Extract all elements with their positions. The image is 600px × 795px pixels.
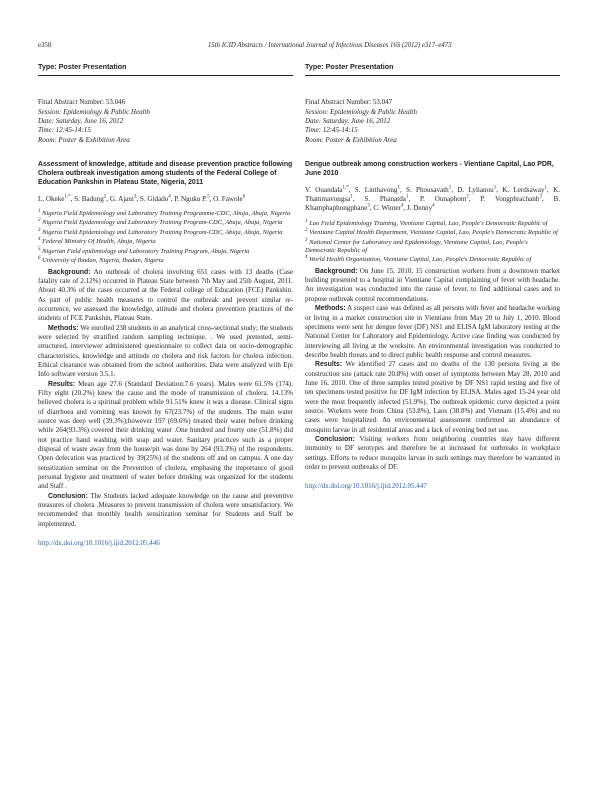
section-paragraph (305, 435, 560, 472)
section-paragraph (305, 267, 560, 304)
section-heading: Background: (48, 268, 91, 276)
section-text: We identified 27 cases and no deaths of the 130 persons living at the construction site (attack rate 20.8%) with onset of symptoms between May 28, 2010 and June 16, 2010. One of three samples tested positive by DF NS1 rapid testing and five of ten specimens tested positive for DF IgM infection by ELISA. Males aged 15-24 year old were the most frequently infected (51.9%). The outbreak epidemic curve depicted a point source. Workers were from China (53.8%), Laos (30.8%) and Vietnam (15.4%) and no cases were hospitalized. An environmental assessment confirmed an abundance of mosquito larvae in all residential areas and a lack of evening bed net use. (305, 360, 560, 434)
author-name: , S. Linthavong (348, 185, 398, 194)
date: Date: Saturday, June 16, 2012 (305, 117, 391, 126)
affiliation-number: 3 (38, 227, 41, 233)
room: Room: Poster & Exhibition Area (38, 135, 130, 144)
affiliation (38, 229, 293, 237)
author-list (38, 195, 293, 204)
author-name: , O. Fawole (209, 194, 243, 203)
author-name: L. Okeke (38, 194, 65, 203)
section-paragraph (305, 360, 560, 435)
section-heading: Background: (315, 267, 358, 275)
author-name: , S. Phousavath (399, 185, 449, 194)
section-paragraph (38, 268, 293, 324)
affiliation (38, 238, 293, 246)
presentation-type: Type: Poster Presentation (38, 60, 293, 76)
author-name: , P. Vongphrachanh (468, 195, 540, 204)
doi-link[interactable]: http://dx.doi.org/10.1016/j.ijid.2012.05.446 (38, 539, 160, 548)
affiliation-number: 2 (38, 218, 41, 224)
session: Session: Epidemiology & Public Health (38, 107, 150, 116)
author-affiliation-mark: 6 (242, 194, 246, 200)
author-affiliation-mark: 2 (103, 194, 107, 200)
abstract-title: Assessment of knowledge, attitude and disease prevention practice following Cholera outbreak investigation among students of the Federal College of Education Pankshin in Plateau State, Nigeria, 2011 (38, 161, 293, 186)
affiliation (38, 257, 293, 265)
affiliation-text: Nigeria Field Epidemiology and Laboratory Training Program-CDC, Abuja, Abuja, Nigeria (40, 219, 283, 227)
section-paragraph (38, 324, 293, 380)
abstract-title: Dengue outbreak among construction workers - Vientiane Capital, Lao PDR, June 2010 (305, 161, 554, 177)
section-text: A suspect case was defined as all persons with fever and headache working or living in a market construction site in Vientiane from May 20 to July 1, 2010. Blood specimens were sent for dengue fever (DF) NS1 and ELISA IgM laboratory testing at the National Center for Laboratory and Epidemiology. Active case finding was conducted by interviewing all living at the worksite. An environmental investigation was conducted to describe health threats and to direct public health response and control measures. (305, 304, 560, 359)
author-name: , K. Lerdsaway (496, 185, 545, 194)
author-name: , P. Nguku P. (170, 194, 208, 203)
author-name: , P. Ounaphom (408, 195, 467, 204)
author-affiliation-mark: 1 (350, 194, 353, 200)
affiliation-text: World Health Organization, Vientiane Capital, Lao, People's Democratic Republic of (307, 256, 532, 264)
section-text: On June 15, 2010, 15 construction workers from a downtown market building presented to a hospital in Vientiane Capital complaining of fever with headache. An investigation was conducted into the cause of fever, to find additional cases and to propose outbreak control recommendations. (305, 266, 560, 303)
time: Time: 12:45-14:15 (305, 126, 358, 135)
affiliation-number: 3 (305, 237, 308, 243)
section-heading: Results: (315, 361, 343, 369)
author-affiliation-mark: 1 (397, 185, 400, 191)
section-text: An outbreak of cholera involving 651 cases with 13 deaths (Case fatality rate of 2.12%) occurred in Plateau State between 7th May and 25th August, 2011. About 40.3% of the cases occurred at the Federal college of Education (FCE) Pankshin. As part of public health measures to control the outbreak and prevent similar re-occurrence, we assessed the knowledge, attitude and cholera prevention practices of the students of FCE Pankshin, Plateau State. (38, 267, 293, 323)
author-name: , K. Thammavongsa (305, 185, 560, 204)
author-affiliation-mark: 3 (539, 194, 542, 200)
affiliation-text: Lao Field Epidemiology Training, Vientiane Capital, Lao, People's Democratic Republic of (307, 219, 548, 227)
author-list (305, 186, 560, 214)
affiliation-number: 1 (38, 208, 41, 214)
affiliation (38, 210, 293, 218)
affiliation (305, 239, 560, 256)
section-paragraph (38, 380, 293, 492)
affiliation-text: University of Ibadan, Nigeria, Ibadan, Nigeria (40, 257, 164, 265)
affiliation-number: 2 (305, 228, 308, 234)
running-header (38, 42, 562, 54)
affiliation-list (38, 210, 293, 265)
abstract-meta (305, 98, 560, 145)
session: Session: Epidemiology & Public Health (305, 107, 417, 116)
presentation-type: Type: Poster Presentation (305, 60, 560, 76)
section-text: The Students lacked adequate knowledge on the cause and preventive measures of cholera .Measures to prevent transmission of cholera were unsatisfactory. We recommended that monthly health sensitization seminar for Students and Staff be implemented. (38, 491, 293, 528)
time: Time: 12:45-14:15 (38, 126, 91, 135)
affiliation (305, 229, 560, 237)
author-affiliation-mark: 4 (168, 194, 171, 200)
page-number: e358 (38, 42, 52, 49)
affiliation-list (305, 220, 560, 265)
affiliation-text: Vientiane Capital Health Department, Vientiane Capital, Lao, People's Democratic Republic of (307, 229, 558, 237)
section-paragraph (38, 492, 293, 529)
affiliation-text: National Center for Laboratory and Epidemiology, Vientiane Capital, Lao, People's Democratic Republic of (305, 238, 528, 254)
affiliation-text: Nigeria Field Epidemiology and Laboratory Training Program-CDC, Abuja, Abuja, Nigeria (40, 228, 283, 236)
abstract-right (305, 60, 560, 492)
doi-link[interactable]: http://dx.doi.org/10.1016/j.ijid.2012.05.447 (305, 482, 427, 491)
section-heading: Results: (48, 380, 76, 388)
abstract-number: Final Abstract Number: 53.047 (305, 98, 393, 107)
affiliation-text: Nigerian Field epidimiology and Laboratory Training Program, Abuja, Nigeria (40, 247, 250, 255)
section-heading: Methods: (315, 305, 346, 313)
author-affiliation-mark: 3 (367, 204, 370, 210)
section-paragraph (305, 304, 560, 360)
author-affiliation-mark: 5 (207, 194, 210, 200)
author-affiliation-mark: 3 (133, 194, 137, 200)
affiliation (38, 219, 293, 227)
affiliation-text: Nigeria Field Epidemiology and Laboratory Training Programme-CDC, Abuja, Abuja, Nigeria (40, 210, 291, 218)
affiliation (305, 256, 560, 264)
author-affiliation-mark: 4 (400, 204, 404, 210)
journal-citation: 15th ICID Abstracts / International Journal of Infectious Diseases 16S (2012) e317–e473 (208, 42, 452, 49)
section-text: Mean age 27.6 (Standard Deviation:7.6 years). Males were 61.5% (174). Fifty eight (20.2%) knew the cause and the mode of transmission of cholera. 14.13% believed cholera is a spiritual problem while 91.51% knew it was a disease. Clinical signs of diarrhoea and vomiting was known by 67(23.7%) of the students. The main water source was deep well (39.3%);however 197 (69.6%) treated their water before drinking while 264(93.3%) covered their drinking water .One hundred and fourty one (51.8%) did not practice hand washing with soap and water. Sanitary practices such as a proper disposal of waste away from the house/pit was done by 264 (93.3%) of the respondents. Open defecation was practiced by 39(25%) of the students off and on campus. A one day sensitization seminar on the Prevention of cholera, emphasing the importance of good personal hygiene and treatment of water before drinking was organized for the students and Staff . (38, 379, 293, 491)
author-name: , J. Denny (403, 204, 433, 213)
abstract-body (38, 268, 293, 530)
abstract-meta (38, 98, 293, 145)
author-affiliation-mark: 2 (466, 194, 469, 200)
section-text: Visiting workers from neighboring countries may have different immunity to DF serotypes and therefore be at increased for outbreaks in workplace settings. Efforts to reduce mosquito larvae in such settings may therefore be warranted in order to prevent outbreaks of DF. (305, 434, 560, 472)
author-affiliation-mark: 1 (493, 185, 497, 191)
author-name: , S. Phanatda (352, 195, 406, 204)
section-heading: Conclusion: (315, 435, 355, 443)
room: Room: Poster & Exhibition Area (305, 135, 397, 144)
section-text: We enrolled 238 students in an analytical cross-sectional study; the students were selected by stratified random sampling technique. . We used pretested, semi-structured, interviewer administered questionnaire to collect data on socio-demographic characteristics, knowledge and attitude on cholera and risk factors for cholera infection. Ethical clearance was obtained from the school authorities. Data were analyzed with Epi Info software version 3.5.1. (38, 323, 293, 379)
author-name: V. Ouandala (305, 185, 343, 194)
author-affiliation-mark: 1 (544, 185, 548, 191)
affiliation-number: 4 (305, 255, 308, 261)
author-affiliation-mark: 1,* (342, 185, 349, 191)
author-affiliation-mark: 1 (405, 194, 409, 200)
affiliation (305, 220, 560, 228)
author-name: , B. Khamphaphongphane (305, 195, 560, 213)
abstract-left (38, 60, 293, 548)
author-name: , D. Lylianou (451, 185, 494, 194)
date: Date: Saturday, June 16, 2012 (38, 117, 124, 126)
affiliation-text: Federal Ministry Of Health, Abuja, Nigeria (40, 238, 156, 246)
abstract-number: Final Abstract Number: 53.046 (38, 98, 126, 107)
author-affiliation-mark: 1,* (64, 194, 71, 200)
author-name: , G. Ajani (106, 194, 134, 203)
section-heading: Methods: (48, 324, 79, 332)
affiliation-number: 4 (38, 237, 41, 243)
affiliation-number: 1 (305, 218, 308, 224)
affiliation (38, 248, 293, 256)
author-name: , S. Badung (70, 194, 104, 203)
affiliation-number: 6 (38, 255, 41, 261)
author-affiliation-mark: 1 (448, 185, 452, 191)
affiliation-number: 5 (38, 246, 41, 252)
author-affiliation-mark: 4 (432, 204, 435, 210)
author-name: , S. Gidado (136, 194, 169, 203)
section-heading: Conclusion: (48, 492, 88, 500)
author-name: , C. Winter (369, 204, 401, 213)
abstract-body (305, 267, 560, 473)
